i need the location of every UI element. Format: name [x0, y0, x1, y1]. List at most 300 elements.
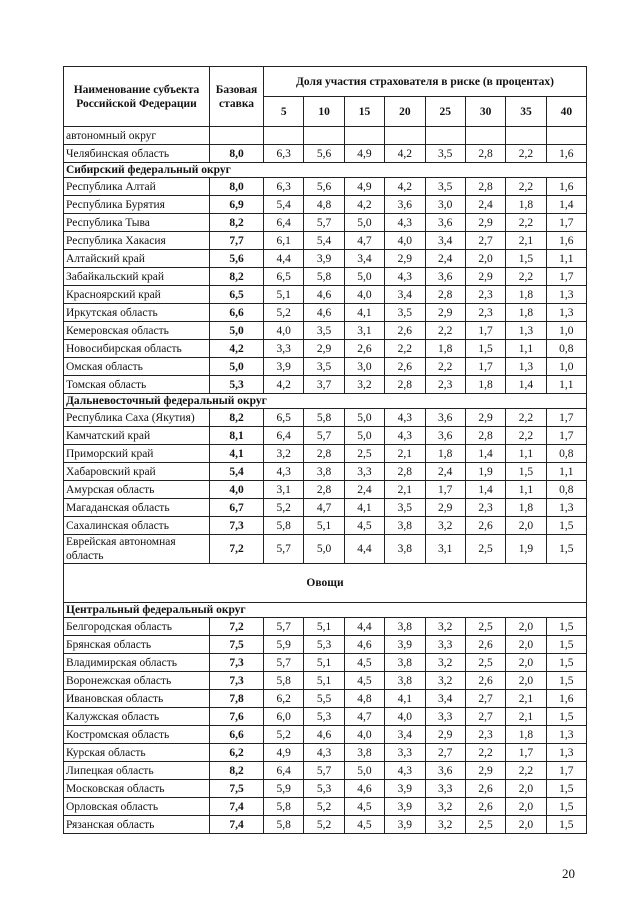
rate-value-cell: 5,8	[264, 517, 304, 535]
rate-value-cell: 2,8	[465, 145, 505, 163]
rate-value-cell: 5,1	[304, 517, 344, 535]
rate-value-cell: 3,2	[425, 672, 465, 690]
rate-value-cell: 3,3	[425, 708, 465, 726]
rate-value-cell: 1,1	[546, 376, 586, 394]
rate-value-cell: 2,6	[465, 636, 505, 654]
rate-value-cell: 2,4	[344, 481, 384, 499]
rate-value-cell: 5,7	[304, 762, 344, 780]
rate-value-cell: 2,5	[465, 654, 505, 672]
rate-value-cell: 5,0	[344, 427, 384, 445]
district-row	[64, 394, 587, 409]
rate-value-cell: 5,6	[304, 178, 344, 196]
rate-value-cell: 4,7	[344, 708, 384, 726]
rate-value-cell: 3,9	[304, 250, 344, 268]
region-name-cell: Челябинская область	[64, 145, 210, 163]
header-percent-cell: 10	[304, 97, 344, 127]
rate-value-cell: 4,7	[304, 499, 344, 517]
rate-value-cell: 2,0	[506, 517, 546, 535]
table-row	[64, 127, 587, 145]
region-name-cell: Липецкая область	[64, 762, 210, 780]
base-rate-cell: 7,7	[210, 232, 264, 250]
region-name-cell: Московская область	[64, 780, 210, 798]
base-rate-cell: 7,6	[210, 708, 264, 726]
rate-value-cell: 5,0	[344, 762, 384, 780]
rate-value-cell: 1,8	[506, 304, 546, 322]
rate-value-cell: 5,8	[264, 798, 304, 816]
base-rate-cell: 7,5	[210, 636, 264, 654]
rate-value-cell: 2,9	[465, 268, 505, 286]
rate-value-cell	[546, 127, 586, 145]
rate-value-cell: 2,6	[465, 517, 505, 535]
rate-value-cell: 2,2	[506, 409, 546, 427]
rate-value-cell: 2,7	[425, 744, 465, 762]
rate-value-cell: 1,5	[546, 780, 586, 798]
rate-value-cell: 1,7	[546, 427, 586, 445]
rate-value-cell: 3,8	[344, 744, 384, 762]
rate-value-cell: 1,8	[425, 445, 465, 463]
rate-value-cell: 1,8	[465, 376, 505, 394]
header-percent-cell: 30	[465, 97, 505, 127]
region-name-cell: Воронежская область	[64, 672, 210, 690]
rate-value-cell	[344, 127, 384, 145]
rate-value-cell: 2,2	[465, 744, 505, 762]
rate-value-cell: 2,8	[385, 376, 425, 394]
rate-value-cell: 5,1	[264, 286, 304, 304]
table-row	[64, 232, 587, 250]
rate-value-cell: 6,4	[264, 427, 304, 445]
rate-value-cell: 2,0	[506, 816, 546, 834]
region-name-cell: Курская область	[64, 744, 210, 762]
base-rate-cell: 4,1	[210, 445, 264, 463]
rate-value-cell: 1,5	[546, 517, 586, 535]
rate-value-cell	[304, 127, 344, 145]
rate-value-cell: 3,8	[304, 463, 344, 481]
table-row	[64, 409, 587, 427]
rate-value-cell: 3,4	[425, 232, 465, 250]
rate-value-cell: 1,5	[506, 463, 546, 481]
base-rate-cell: 8,2	[210, 762, 264, 780]
base-rate-cell: 6,6	[210, 726, 264, 744]
rate-value-cell: 1,6	[546, 178, 586, 196]
rate-value-cell: 4,8	[304, 196, 344, 214]
rate-value-cell: 1,1	[506, 340, 546, 358]
base-rate-cell: 7,4	[210, 798, 264, 816]
region-name-cell: Камчатский край	[64, 427, 210, 445]
table-row	[64, 286, 587, 304]
rate-value-cell: 4,1	[344, 304, 384, 322]
rate-value-cell: 3,6	[425, 214, 465, 232]
rate-value-cell: 2,6	[344, 340, 384, 358]
rate-value-cell: 4,5	[344, 798, 384, 816]
rate-value-cell: 3,3	[425, 780, 465, 798]
rate-value-cell: 0,8	[546, 445, 586, 463]
rate-value-cell: 4,9	[264, 744, 304, 762]
rate-value-cell: 4,8	[344, 690, 384, 708]
rate-value-cell: 5,9	[264, 636, 304, 654]
rate-value-cell: 1,6	[546, 232, 586, 250]
rate-value-cell: 2,4	[425, 250, 465, 268]
rate-value-cell: 4,9	[344, 178, 384, 196]
rate-value-cell: 3,6	[385, 196, 425, 214]
table-row	[64, 618, 587, 636]
rate-value-cell: 1,5	[546, 798, 586, 816]
rate-value-cell: 4,4	[264, 250, 304, 268]
rate-value-cell: 2,3	[425, 376, 465, 394]
base-rate-cell: 6,6	[210, 304, 264, 322]
rate-value-cell: 4,3	[264, 463, 304, 481]
rate-value-cell: 1,7	[465, 358, 505, 376]
rate-value-cell: 5,1	[304, 618, 344, 636]
rate-value-cell: 5,7	[264, 618, 304, 636]
table-row	[64, 708, 587, 726]
rate-value-cell: 2,8	[425, 286, 465, 304]
rate-value-cell: 6,4	[264, 214, 304, 232]
rate-value-cell: 0,8	[546, 340, 586, 358]
rate-value-cell: 3,3	[385, 744, 425, 762]
rate-value-cell: 2,2	[506, 268, 546, 286]
base-rate-cell: 7,2	[210, 535, 264, 564]
base-rate-cell: 6,2	[210, 744, 264, 762]
rate-value-cell: 5,1	[304, 672, 344, 690]
region-name-cell: Кемеровская область	[64, 322, 210, 340]
header-base-rate: Базовая ставка	[210, 67, 264, 127]
rate-value-cell: 1,7	[425, 481, 465, 499]
rate-value-cell: 4,3	[385, 214, 425, 232]
rate-value-cell: 4,2	[264, 376, 304, 394]
rate-value-cell: 2,3	[465, 726, 505, 744]
page-number: 20	[562, 866, 575, 881]
table-row	[64, 145, 587, 163]
rate-value-cell: 3,2	[264, 445, 304, 463]
rate-value-cell: 3,4	[344, 250, 384, 268]
rate-value-cell: 3,9	[385, 780, 425, 798]
table-row	[64, 445, 587, 463]
base-rate-cell: 4,2	[210, 340, 264, 358]
rate-value-cell: 6,1	[264, 232, 304, 250]
rate-value-cell: 1,0	[546, 358, 586, 376]
rate-value-cell: 6,0	[264, 708, 304, 726]
header-percent-cell: 5	[264, 97, 304, 127]
base-rate-cell: 5,4	[210, 463, 264, 481]
rate-value-cell: 5,8	[264, 672, 304, 690]
region-name-cell: Забайкальский край	[64, 268, 210, 286]
rate-value-cell: 2,9	[385, 250, 425, 268]
rate-value-cell: 4,7	[344, 232, 384, 250]
region-name-cell: Приморский край	[64, 445, 210, 463]
rate-value-cell: 4,3	[385, 427, 425, 445]
table-row	[64, 690, 587, 708]
rate-value-cell	[506, 127, 546, 145]
rate-value-cell: 1,0	[546, 322, 586, 340]
rate-value-cell: 3,1	[264, 481, 304, 499]
rate-value-cell: 1,7	[546, 762, 586, 780]
table-row	[64, 744, 587, 762]
rate-value-cell: 3,5	[385, 304, 425, 322]
rate-value-cell: 3,8	[385, 517, 425, 535]
rate-value-cell: 3,6	[425, 268, 465, 286]
region-name-cell: Республика Тыва	[64, 214, 210, 232]
rate-value-cell: 2,1	[506, 708, 546, 726]
rate-value-cell: 2,1	[506, 232, 546, 250]
region-name-cell: Республика Бурятия	[64, 196, 210, 214]
rate-value-cell: 3,4	[425, 690, 465, 708]
table-row	[64, 672, 587, 690]
rate-value-cell: 6,5	[264, 409, 304, 427]
rate-value-cell: 1,7	[506, 744, 546, 762]
table-row	[64, 304, 587, 322]
rate-value-cell: 3,5	[304, 322, 344, 340]
base-rate-cell: 8,2	[210, 409, 264, 427]
rate-value-cell: 4,0	[344, 726, 384, 744]
rate-value-cell: 3,2	[425, 517, 465, 535]
district-row	[64, 603, 587, 618]
table-row	[64, 762, 587, 780]
rate-value-cell: 2,1	[506, 690, 546, 708]
rate-value-cell: 3,8	[385, 618, 425, 636]
rate-value-cell: 4,5	[344, 654, 384, 672]
rate-value-cell: 5,8	[264, 816, 304, 834]
rate-value-cell: 3,4	[385, 726, 425, 744]
base-rate-cell: 5,6	[210, 250, 264, 268]
base-rate-cell: 7,4	[210, 816, 264, 834]
base-rate-cell: 7,2	[210, 618, 264, 636]
rate-value-cell: 1,8	[425, 340, 465, 358]
rate-value-cell: 1,8	[506, 196, 546, 214]
rate-value-cell: 3,8	[385, 535, 425, 564]
rate-value-cell: 4,3	[304, 744, 344, 762]
rate-value-cell: 2,2	[425, 322, 465, 340]
base-rate-cell: 8,2	[210, 268, 264, 286]
rate-value-cell: 4,5	[344, 517, 384, 535]
rate-value-cell: 1,5	[546, 672, 586, 690]
region-name-cell: Ивановская область	[64, 690, 210, 708]
rate-value-cell: 3,9	[385, 636, 425, 654]
region-name-cell: Хабаровский край	[64, 463, 210, 481]
rate-value-cell: 5,5	[304, 690, 344, 708]
header-percent-cell: 15	[344, 97, 384, 127]
section-title: Овощи	[64, 564, 587, 603]
rate-value-cell: 1,5	[546, 636, 586, 654]
table-row	[64, 517, 587, 535]
region-name-cell: Новосибирская область	[64, 340, 210, 358]
rate-value-cell: 3,3	[344, 463, 384, 481]
rate-value-cell: 1,3	[506, 322, 546, 340]
rate-value-cell: 4,4	[344, 535, 384, 564]
rate-value-cell: 5,7	[304, 427, 344, 445]
rate-value-cell: 3,2	[344, 376, 384, 394]
rate-value-cell: 5,3	[304, 636, 344, 654]
table-row	[64, 798, 587, 816]
region-name-cell: Красноярский край	[64, 286, 210, 304]
base-rate-cell: 5,0	[210, 322, 264, 340]
region-name-cell: Брянская область	[64, 636, 210, 654]
rate-value-cell: 1,5	[546, 816, 586, 834]
rate-value-cell: 3,6	[425, 427, 465, 445]
table-row	[64, 322, 587, 340]
rate-value-cell: 4,6	[344, 636, 384, 654]
rate-value-cell: 4,6	[304, 304, 344, 322]
base-rate-cell: 7,3	[210, 654, 264, 672]
rate-value-cell: 2,2	[506, 145, 546, 163]
rate-value-cell: 5,7	[264, 535, 304, 564]
rate-value-cell: 1,4	[465, 481, 505, 499]
rate-value-cell: 2,3	[465, 304, 505, 322]
rate-value-cell: 4,9	[344, 145, 384, 163]
rate-value-cell: 3,8	[385, 672, 425, 690]
rate-value-cell: 1,4	[546, 196, 586, 214]
rate-value-cell: 1,7	[465, 322, 505, 340]
rate-value-cell: 5,3	[304, 708, 344, 726]
rate-value-cell: 3,2	[425, 798, 465, 816]
header-percent-cell: 25	[425, 97, 465, 127]
rate-value-cell: 2,2	[506, 427, 546, 445]
region-name-cell: Костромская область	[64, 726, 210, 744]
district-title: Центральный федеральный округ	[64, 603, 587, 618]
rate-value-cell: 2,0	[506, 798, 546, 816]
rate-value-cell: 3,2	[425, 654, 465, 672]
rate-value-cell: 4,2	[385, 145, 425, 163]
base-rate-cell: 6,7	[210, 499, 264, 517]
rate-value-cell: 1,3	[546, 286, 586, 304]
table-row	[64, 427, 587, 445]
rate-value-cell: 2,6	[385, 358, 425, 376]
rate-value-cell: 2,5	[465, 535, 505, 564]
rate-value-cell: 3,7	[304, 376, 344, 394]
table-row	[64, 816, 587, 834]
base-rate-cell: 5,0	[210, 358, 264, 376]
rate-value-cell: 3,3	[425, 636, 465, 654]
region-name-cell: Республика Саха (Якутия)	[64, 409, 210, 427]
rate-value-cell: 1,3	[546, 304, 586, 322]
rate-value-cell: 4,0	[385, 708, 425, 726]
table-row	[64, 726, 587, 744]
rate-value-cell: 3,9	[264, 358, 304, 376]
rate-value-cell: 4,6	[304, 726, 344, 744]
rate-value-cell: 5,2	[304, 798, 344, 816]
region-name-cell: Еврейская автономная область	[64, 535, 210, 564]
base-rate-cell: 7,3	[210, 672, 264, 690]
rate-value-cell: 2,9	[425, 304, 465, 322]
table-row	[64, 780, 587, 798]
rate-value-cell: 2,6	[465, 780, 505, 798]
rate-value-cell: 1,7	[546, 268, 586, 286]
table-row	[64, 376, 587, 394]
rate-value-cell: 2,6	[465, 672, 505, 690]
base-rate-cell	[210, 127, 264, 145]
rate-value-cell: 5,7	[304, 214, 344, 232]
rate-value-cell: 5,0	[304, 535, 344, 564]
rate-value-cell: 3,5	[385, 499, 425, 517]
rate-value-cell: 2,2	[506, 214, 546, 232]
region-name-cell: Иркутская область	[64, 304, 210, 322]
rate-value-cell: 5,0	[344, 409, 384, 427]
rate-value-cell: 1,6	[546, 690, 586, 708]
rate-value-cell: 2,5	[465, 816, 505, 834]
rate-value-cell: 2,6	[385, 322, 425, 340]
rate-value-cell: 1,3	[546, 726, 586, 744]
rate-value-cell: 2,4	[465, 196, 505, 214]
rate-value-cell: 5,4	[304, 232, 344, 250]
rate-value-cell: 2,3	[465, 286, 505, 304]
rate-value-cell: 2,2	[385, 340, 425, 358]
rate-value-cell: 2,0	[506, 672, 546, 690]
rate-value-cell: 3,5	[425, 178, 465, 196]
rate-value-cell: 2,9	[465, 762, 505, 780]
rate-value-cell: 2,1	[385, 481, 425, 499]
rate-value-cell: 2,2	[506, 762, 546, 780]
base-rate-cell: 8,0	[210, 178, 264, 196]
table-row	[64, 654, 587, 672]
base-rate-cell: 4,0	[210, 481, 264, 499]
rate-value-cell: 3,5	[304, 358, 344, 376]
rate-value-cell: 1,7	[546, 409, 586, 427]
rate-value-cell: 4,4	[344, 618, 384, 636]
base-rate-cell: 5,3	[210, 376, 264, 394]
rate-value-cell: 5,0	[344, 268, 384, 286]
district-title: Дальневосточный федеральный округ	[64, 394, 587, 409]
rate-value-cell: 3,6	[425, 762, 465, 780]
rate-value-cell: 3,4	[385, 286, 425, 304]
rate-value-cell: 5,2	[264, 304, 304, 322]
rate-value-cell: 2,6	[465, 798, 505, 816]
base-rate-cell: 7,3	[210, 517, 264, 535]
rate-value-cell: 2,0	[506, 780, 546, 798]
rate-value-cell: 2,8	[465, 427, 505, 445]
rate-value-cell: 3,8	[385, 654, 425, 672]
header-percent-cell: 35	[506, 97, 546, 127]
rate-value-cell: 5,2	[264, 726, 304, 744]
rate-value-cell: 2,0	[506, 654, 546, 672]
rate-value-cell: 2,7	[465, 232, 505, 250]
rate-value-cell: 1,8	[506, 286, 546, 304]
rate-value-cell: 5,8	[304, 409, 344, 427]
rate-value-cell: 1,9	[506, 535, 546, 564]
rate-value-cell: 2,9	[304, 340, 344, 358]
rate-value-cell: 4,3	[385, 268, 425, 286]
header-percent-cell: 20	[385, 97, 425, 127]
rate-value-cell: 3,6	[425, 409, 465, 427]
rate-value-cell	[465, 127, 505, 145]
region-name-cell: Сахалинская область	[64, 517, 210, 535]
rate-value-cell: 5,4	[264, 196, 304, 214]
rate-value-cell: 1,5	[546, 708, 586, 726]
base-rate-cell: 7,8	[210, 690, 264, 708]
base-rate-cell: 7,5	[210, 780, 264, 798]
rate-value-cell: 4,1	[344, 499, 384, 517]
rate-value-cell: 6,2	[264, 690, 304, 708]
region-name-cell: Калужская область	[64, 708, 210, 726]
rate-value-cell: 2,0	[465, 250, 505, 268]
base-rate-cell: 8,2	[210, 214, 264, 232]
rate-value-cell: 3,9	[385, 798, 425, 816]
region-name-cell: Томская область	[64, 376, 210, 394]
rate-value-cell: 4,2	[385, 178, 425, 196]
rate-value-cell: 1,1	[506, 445, 546, 463]
rate-value-cell: 2,0	[506, 636, 546, 654]
rate-value-cell: 6,4	[264, 762, 304, 780]
rate-value-cell: 2,9	[465, 214, 505, 232]
rate-value-cell: 2,4	[425, 463, 465, 481]
district-title: Сибирский федеральный округ	[64, 163, 587, 178]
rate-value-cell: 2,9	[465, 409, 505, 427]
rate-value-cell: 1,8	[506, 726, 546, 744]
table-row	[64, 636, 587, 654]
rate-value-cell: 5,8	[304, 268, 344, 286]
rate-value-cell: 1,3	[546, 744, 586, 762]
table-row	[64, 178, 587, 196]
rate-value-cell: 1,3	[546, 499, 586, 517]
rate-value-cell: 1,5	[465, 340, 505, 358]
